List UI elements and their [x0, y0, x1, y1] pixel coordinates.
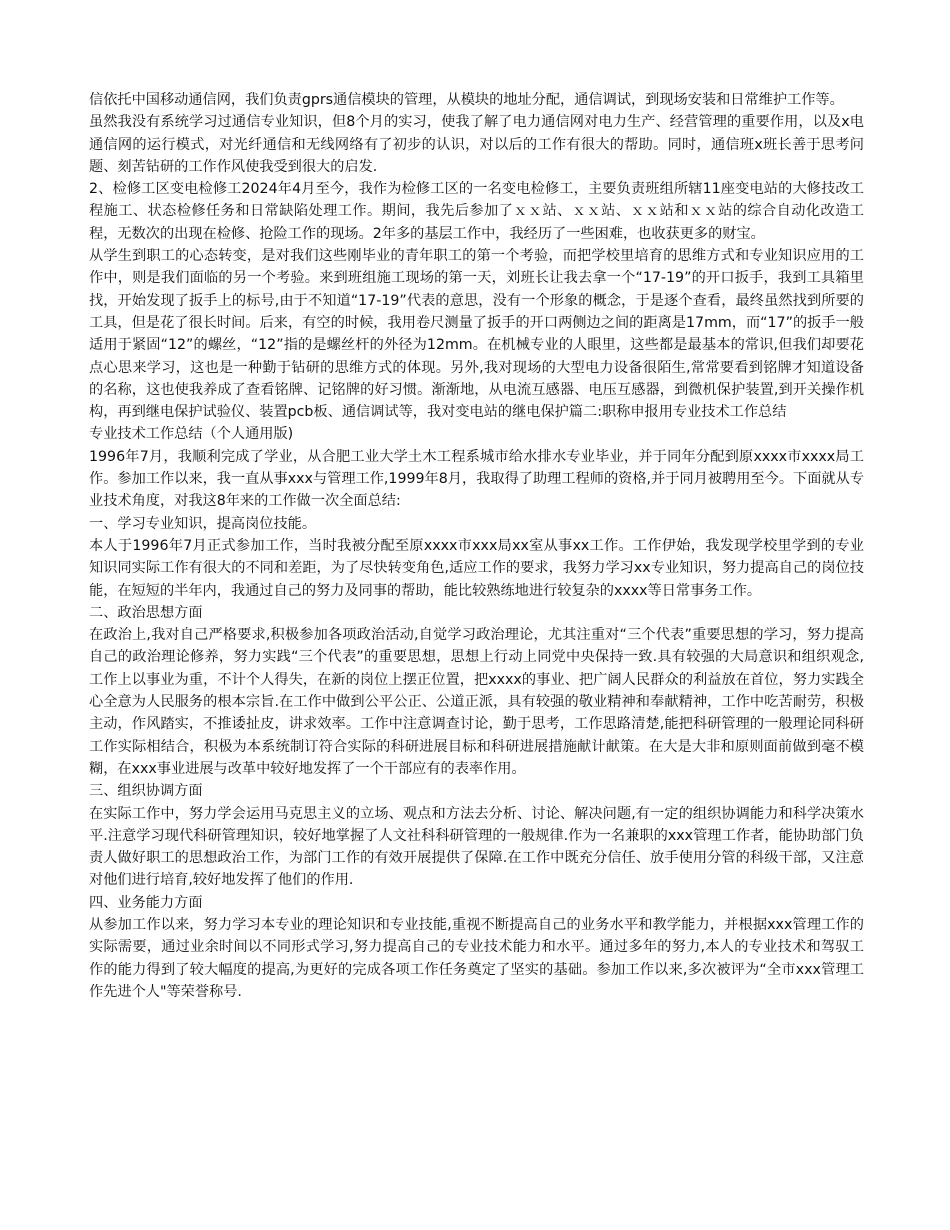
paragraph-gprs-duties: 信依托中国移动通信网，我们负责gprs通信模块的管理，从模块的地址分配，通信调试，到现场安装和日常维护工作等。 — [89, 92, 844, 108]
paragraph-substation-maintenance: 2、检修工区变电检修工2024年4月至今，我作为检修工区的一名变电检修工，主要负责班组所辖11座变电站的大修技改工程施工、状态检修任务和日常缺陷处理工作。期间，我先后参加了ｘｘ站、ｘｘ站、ｘｘ站和ｘｘ站的综合自动化改造工程，无数次的出现在检修、抢险工作的现场。2年多的基层工作中，我经历了一些困难，也收获更多的财宝。 — [89, 181, 864, 242]
section-heading-learning: 一、学习专业知识，提高岗位技能。 — [89, 515, 317, 532]
paragraph-business: 从参加工作以来，努力学习本专业的理论知识和专业技能,重视不断提高自己的业务水平和教学能力，并根据xxx管理工作的实际需要，通过业余时间以不同形式学习,努力提高自己的专业技术能力和水平。通过多年的努力,本人的专业技术和驾驭工作的能力得到了较大幅度的提高,为更好的完成各项工作任务奠定了坚实的基础。参加工作以来,多次被评为“全市xxx管理工作先进个人"等荣誉称号. — [89, 916, 864, 1000]
paragraph-mindset-transition: 从学生到职工的心态转变，是对我们这些刚毕业的青年职工的第一个考验，而把学校里培育的思维方式和专业知识应用的工作中，则是我们面临的另一个考验。来到班组施工现场的第一天，刘班长让我去拿一个“17-19”的开口扳手，我到工具箱里找，开始发现了扳手上的标号,由于不知道“17-19”代表的意思，没有一个形象的概念，于是逐个查看，最终虽然找到所要的工具，但是花了很长时间。后来，有空的时候，我用卷尺测量了扳手的开口两侧边之间的距离是17mm，而“17”的扳手一般适用于紧固“12”的螺丝，“12”指的是螺丝杆的外径为12mm。在机械专业的人眼里，这些都是最基本的常识,但我们却要花点心思来学习，这也是一种勤于钻研的思维方式的体现。另外,我对现场的大型电力设备很陌生,常常要看到铭牌才知道设备的名称，这也使我养成了查看铭牌、记铭牌的好习惯。渐渐地，从电流互感器、电压互感器，到微机保护装置,到开关操作机构，再到继电保护试验仪、装置pcb板、通信调试等，我对变电站的继电保护篇二:职称申报用专业技术工作总结 — [89, 248, 864, 421]
section-heading-business: 四、业务能力方面 — [89, 894, 203, 911]
paragraph-summary-title: 专业技术工作总结（个人通用版) — [89, 426, 294, 443]
paragraph-learning: 本人于1996年7月正式参加工作，当时我被分配至原xxxx市xxx局xx室从事xx工作。工作伊始，我发现学校里学到的专业知识同实际工作有很大的不同和差距，为了尽快转变角色,适应工作的要求，我努力学习xx专业知识，努力提高自己的岗位技能，在短短的半年内，我通过自己的努力及同事的帮助，能比较熟练地进行较复杂的xxxx等日常事务工作。 — [89, 537, 864, 599]
paragraph-internship-reflection: 虽然我没有系统学习过通信专业知识，但8个月的实习，使我了解了电力通信网对电力生产、经营管理的重要作用，以及x电通信网的运行模式，对光纤通信和无线网络有了初步的认识，对以后的工作有很大的帮助。同时，通信班x班长善于思考问题、刻苦钻研的工作作风使我受到很大的启发. — [89, 114, 864, 175]
paragraph-political: 在政治上,我对自己严格要求,积极参加各项政治活动,自觉学习政治理论，尤其注重对“三个代表”重要思想的学习，努力提高自己的政治理论修养，努力实践“三个代表”的重要思想，思想上行动上同党中央保持一致.具有较强的大局意识和组织观念,工作上以事业为重，不计个人得失，在新的岗位上摆正位置，把xxxx的事业、把广阔人民群众的利益放在首位，努力实践全心全意为人民服务的根本宗旨.在工作中做到公平公正、公道正派，具有较强的敬业精神和奉献精神，工作中吃苦耐劳，积极主动，作风踏实，不推诿扯皮，讲求效率。工作中注意调查讨论，勤于思考，工作思路清楚,能把科研管理的一般理论同科研工作实际相结合，积极为本系统制订符合实际的科研进展目标和科研进展措施献计献策。在大是大非和原则面前做到毫不模糊，在xxx事业进展与改革中较好地发挥了一个干部应有的表率作用。 — [89, 627, 864, 777]
paragraph-coordination: 在实际工作中，努力学会运用马克思主义的立场、观点和方法去分析、讨论、解决问题,有一定的组织协调能力和科学决策水平.注意学习现代科研管理知识，较好地掌握了人文社科科研管理的一般规律.作为一名兼职的xxx管理工作者，能协助部门负责人做好职工的思想政治工作，为部门工作的有效开展提供了保障.在工作中既充分信任、放手使用分管的科级干部，又注意对他们进行培育,较好地发挥了他们的作用. — [89, 805, 864, 889]
document-body — [89, 89, 864, 1003]
section-heading-coordination: 三、组织协调方面 — [89, 783, 203, 800]
section-heading-political: 二、政治思想方面 — [89, 604, 203, 621]
paragraph-career-intro: 1996年7月，我顺利完成了学业，从合肥工业大学土木工程系城市给水排水专业毕业，并于同年分配到原xxxx市xxxx局工作。参加工作以来，我一直从事xxx与管理工作,1999年8月，我取得了助理工程师的资格,并于同月被聘用至今。下面就从专业技术角度，对我这8年来的工作做一次全面总结: — [89, 448, 864, 510]
